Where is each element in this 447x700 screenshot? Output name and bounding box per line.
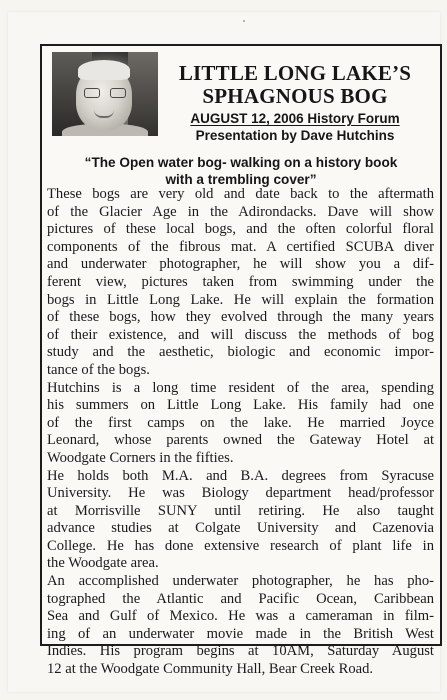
body-line: pictures of these local bogs, and the often colorful floral: [47, 221, 434, 238]
body-line: of the first camps on the lake. He married Joyce: [47, 414, 434, 431]
body-line: Woodgate Corners in the fifties.: [47, 449, 234, 466]
body-line: Leonard, whose parents owned the Gateway Hotel at: [47, 432, 434, 449]
body-line: at Morrisville SUNY until retiring. He also taught: [47, 502, 434, 519]
article-title-line-2: SPHAGNOUS BOG: [202, 84, 388, 108]
body-line: Sea and Gulf of Mexico. He was a cameraman in film-: [47, 608, 434, 625]
body-line: 12 at the Woodgate Community Hall, Bear Creek Road.: [47, 661, 374, 678]
lecture-quote: [46, 154, 436, 188]
body-line: An accomplished underwater photographer, he has pho-: [47, 573, 434, 590]
body-line: College. He has done extensive research of plant life in: [47, 537, 434, 554]
article-header: [160, 62, 430, 144]
body-line: and underwater photographer, he will show you a dif-: [47, 256, 434, 273]
quote-line-1: “The Open water bog- walking on a history book: [84, 155, 398, 170]
event-date-line: AUGUST 12, 2006 History Forum: [190, 111, 400, 126]
body-line: study and the aesthetic, biologic and economic impor-: [47, 344, 434, 361]
quote-line-2: with a trembling cover”: [165, 172, 317, 187]
body-line: tographed the Atlantic and Pacific Ocean, Caribbean: [47, 590, 434, 607]
body-line: Indies. His program begins at 10AM, Saturday August: [47, 643, 434, 660]
article-body: [47, 186, 434, 679]
body-line: bogs in Little Long Lake. He will explain the formation: [47, 291, 434, 308]
body-line: University. He was Biology department head/professor: [47, 485, 434, 502]
body-line: ferent view, pictures taken from swimming under the: [47, 273, 434, 290]
article-title-line-1: LITTLE LONG LAKE’S: [178, 61, 412, 85]
body-line: Hutchins is a long time resident of the area, spending: [47, 379, 434, 396]
body-line: advance studies at Colgate University and Cazenovia: [47, 520, 434, 537]
body-line: the Woodgate area.: [47, 555, 159, 572]
body-line: of these bogs, how they evolved through the many years: [47, 309, 434, 326]
body-line: tance of the bogs.: [47, 361, 150, 378]
body-line: These bogs are very old and date back to the aftermath: [47, 186, 434, 202]
body-line: He holds both M.A. and B.A. degrees from Syracuse: [47, 467, 434, 484]
presenter-photo: [52, 52, 158, 136]
speck: [243, 20, 245, 22]
body-line: ing of an underwater movie made in the British West: [47, 625, 434, 642]
body-line: his summers on Little Long Lake. His family had one: [47, 397, 434, 414]
presenter-line: Presentation by Dave Hutchins: [195, 128, 395, 143]
body-line: of their existence, and will discuss the methods of bog: [47, 326, 434, 343]
body-line: components of the fibrous mat. A certified SCUBA diver: [47, 238, 434, 255]
body-line: of the Glacier Age in the Adirondacks. Dave will show: [47, 203, 434, 220]
